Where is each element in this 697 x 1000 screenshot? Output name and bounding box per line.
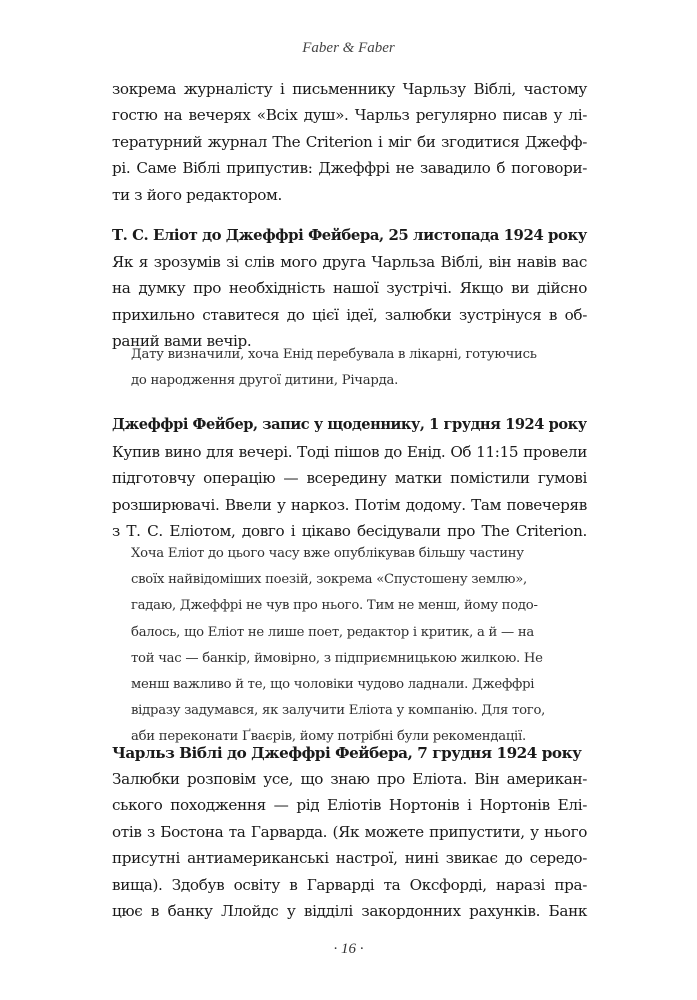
text-line: Хоча Еліот до цього часу вже опублікував більшу частину	[131, 546, 524, 561]
letter1-heading: Т. С. Еліот до Джеффрі Фейбера, 25 листопада 1924 року	[112, 226, 587, 244]
note1-paragraph	[131, 342, 587, 394]
text-line: балось, що Еліот не лише поет, редактор і критик, а й — на	[131, 624, 535, 640]
text-line: гадаю, Джеффрі не чув про нього. Тим не менш, йому подо-	[131, 598, 538, 614]
text-line: цює в банку Ллойдс у відділі закордонних рахунків. Банк	[112, 901, 587, 920]
text-line: Дату визначили, хоча Енід перебувала в лікарні, готуючись	[131, 347, 537, 362]
text-line: аби переконати Ґваєрів, йому потрібні були рекомендації.	[131, 729, 526, 745]
text-line: Купив вино для вечері. Тоді пішов до Енід. Об 11:15 провели	[112, 443, 587, 461]
text-line: на думку про необхідність нашої зустрічі. Якщо ви дійсно	[112, 279, 587, 298]
letter2-body	[112, 439, 587, 545]
running-head: Faber & Faber	[302, 40, 395, 56]
letter1-body	[112, 249, 587, 355]
intro-paragraph	[112, 76, 587, 208]
text-line: ського походження — рід Еліотів Нортонів і Нортонів Елі-	[112, 796, 587, 815]
text-line: той час — банкір, ймовірно, з підприємницькою жилкою. Не	[131, 650, 543, 666]
text-line: менш важливо й те, що чоловіки чудово ладнали. Джеффрі	[131, 676, 535, 692]
text-line: рі. Саме Віблі припустив: Джеффрі не завадило б поговори-	[112, 159, 587, 178]
text-line: відразу задумався, як залучити Еліота у компанію. Для того,	[131, 703, 546, 719]
letter3-body	[112, 766, 587, 924]
text-line: раний вами вечір.	[112, 332, 252, 351]
text-line: прихильно ставитеся до цієї ідеї, залюбки зустрінуся в об-	[112, 305, 587, 324]
text-line: ти з його редактором.	[112, 185, 282, 204]
letter3-heading: Чарльз Віблі до Джеффрі Фейбера, 7 грудня 1924 року	[112, 744, 582, 762]
letter2-heading: Джеффрі Фейбер, запис у щоденнику, 1 грудня 1924 року	[112, 416, 587, 433]
text-line: зокрема журналісту і письменнику Чарльзу Віблі, частому	[112, 80, 587, 98]
text-line: своїх найвідоміших поезій, зокрема «Спустошену землю»,	[131, 572, 527, 588]
text-line: вища). Здобув освіту в Гарварді та Оксфорді, наразі пра-	[112, 875, 587, 894]
text-line: підготовчу операцію — всередину матки помістили гумові	[112, 469, 587, 488]
text-line: отів з Бостона та Гарварда. (Як можете припустити, у нього	[112, 822, 587, 841]
text-line: до народження другої дитини, Річарда.	[131, 373, 399, 389]
text-line: з Т. С. Еліотом, довго і цікаво бесідували про The Criterion.	[112, 522, 587, 541]
text-line: присутні антиамериканські настрої, нині звикає до середо-	[112, 849, 587, 868]
text-line: Як я зрозумів зі слів мого друга Чарльза Віблі, він навів вас	[112, 253, 587, 271]
text-line: гостю на вечерях «Всіх душ». Чарльз регулярно писав у лі-	[112, 106, 587, 125]
note2-paragraph	[131, 541, 587, 751]
text-line: розширювачі. Ввели у наркоз. Потім додому. Там повечеряв	[112, 495, 587, 514]
page-number: · 16 ·	[333, 941, 364, 957]
text-line: Залюбки розповім усе, що знаю про Еліота. Він американ-	[112, 770, 587, 788]
text-line: тературний журнал The Criterion і міг би згодитися Джефф-	[112, 132, 587, 151]
